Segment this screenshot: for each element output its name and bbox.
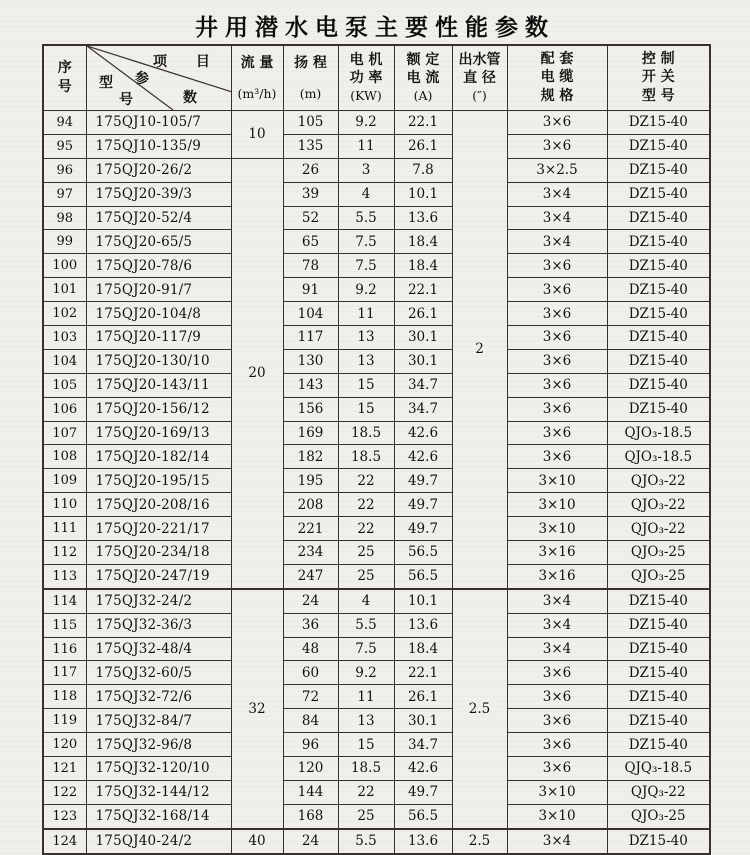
cell-cable-spec: 3×4 [507, 182, 607, 206]
cell-rated-current: 30.1 [394, 349, 452, 373]
cell-motor-power: 9.2 [338, 111, 394, 135]
cell-control-switch: DZ15-40 [607, 230, 710, 254]
cell-serial-number: 119 [43, 709, 86, 733]
cell-model: 175QJ20-208/16 [86, 493, 231, 517]
cell-control-switch: QJQ₃-18.5 [607, 757, 710, 781]
diagonal-label-model-b: 号 [118, 92, 133, 108]
cell-serial-number: 114 [43, 589, 86, 613]
table-row [43, 206, 710, 230]
cell-motor-power: 15 [338, 397, 394, 421]
cell-control-switch: DZ15-40 [607, 182, 710, 206]
header-control-switch [607, 45, 710, 111]
cell-cable-spec: 3×6 [507, 421, 607, 445]
table-row [43, 493, 710, 517]
cell-rated-current: 34.7 [394, 733, 452, 757]
cell-head: 117 [283, 326, 338, 350]
table-row [43, 182, 710, 206]
cell-serial-number: 101 [43, 278, 86, 302]
table-row [43, 158, 710, 182]
cell-cable-spec: 3×6 [507, 373, 607, 397]
cell-rated-current: 56.5 [394, 541, 452, 565]
header-cable-spec-line2: 电 缆 [540, 69, 574, 86]
cell-motor-power: 15 [338, 373, 394, 397]
cell-serial-number: 103 [43, 326, 86, 350]
cell-control-switch: DZ15-40 [607, 373, 710, 397]
cell-serial-number: 102 [43, 302, 86, 326]
cell-serial-number: 105 [43, 373, 86, 397]
header-outlet-diameter-line2: 直 径 [463, 70, 496, 87]
cell-model: 175QJ20-26/2 [86, 158, 231, 182]
cell-rated-current: 18.4 [394, 230, 452, 254]
cell-cable-spec: 3×6 [507, 349, 607, 373]
header-diagonal-model-parameter [86, 45, 231, 111]
cell-head: 26 [283, 158, 338, 182]
table-row [43, 445, 710, 469]
cell-model: 175QJ20-39/3 [86, 182, 231, 206]
cell-control-switch: DZ15-40 [607, 254, 710, 278]
diagonal-label-model-a: 型 [98, 75, 113, 91]
cell-rated-current: 34.7 [394, 397, 452, 421]
page-title: 井用潜水电泵主要性能参数 [195, 15, 555, 41]
cell-motor-power: 22 [338, 493, 394, 517]
cell-flow-rate: 20 [231, 158, 283, 589]
table-row [43, 589, 710, 613]
cell-model: 175QJ20-195/15 [86, 469, 231, 493]
cell-rated-current: 26.1 [394, 685, 452, 709]
cell-control-switch: DZ15-40 [607, 637, 710, 661]
table-header-row [43, 45, 710, 111]
table-row [43, 397, 710, 421]
cell-cable-spec: 3×6 [507, 661, 607, 685]
cell-cable-spec: 3×6 [507, 757, 607, 781]
cell-control-switch: DZ15-40 [607, 326, 710, 350]
cell-rated-current: 56.5 [394, 564, 452, 588]
cell-control-switch: DZ15-40 [607, 733, 710, 757]
cell-head: 36 [283, 613, 338, 637]
cell-motor-power: 22 [338, 780, 394, 804]
cell-head: 105 [283, 111, 338, 135]
cell-cable-spec: 3×6 [507, 397, 607, 421]
diagonal-label-parameter-a: 参 [134, 71, 149, 87]
header-head-label: 扬 程 [294, 55, 327, 71]
diagonal-label-parameter-b: 数 [182, 90, 197, 106]
cell-motor-power: 25 [338, 804, 394, 828]
cell-control-switch: DZ15-40 [607, 111, 710, 135]
cell-control-switch: DZ15-40 [607, 589, 710, 613]
cell-rated-current: 13.6 [394, 613, 452, 637]
cell-model: 175QJ20-104/8 [86, 302, 231, 326]
cell-control-switch: DZ15-40 [607, 278, 710, 302]
cell-cable-spec: 3×16 [507, 564, 607, 588]
cell-control-switch: DZ15-40 [607, 829, 710, 854]
cell-serial-number: 110 [43, 493, 86, 517]
cell-head: 72 [283, 685, 338, 709]
table-row [43, 349, 710, 373]
cell-rated-current: 42.6 [394, 445, 452, 469]
cell-motor-power: 9.2 [338, 661, 394, 685]
table-row [43, 421, 710, 445]
cell-head: 156 [283, 397, 338, 421]
cell-model: 175QJ20-65/5 [86, 230, 231, 254]
table-row [43, 804, 710, 828]
cell-model: 175QJ32-48/4 [86, 637, 231, 661]
cell-cable-spec: 3×4 [507, 589, 607, 613]
table-row [43, 757, 710, 781]
cell-rated-current: 30.1 [394, 709, 452, 733]
header-motor-power [338, 45, 394, 111]
cell-control-switch: QJO₃-18.5 [607, 445, 710, 469]
cell-model: 175QJ32-168/14 [86, 804, 231, 828]
cell-outlet-diameter: 2.5 [452, 589, 507, 829]
cell-serial-number: 108 [43, 445, 86, 469]
cell-model: 175QJ32-120/10 [86, 757, 231, 781]
header-rated-current [394, 45, 452, 111]
cell-flow-rate: 32 [231, 589, 283, 829]
cell-motor-power: 11 [338, 685, 394, 709]
cell-cable-spec: 3×10 [507, 804, 607, 828]
cell-cable-spec: 3×4 [507, 829, 607, 854]
cell-cable-spec: 3×6 [507, 302, 607, 326]
cell-control-switch: QJO₃-18.5 [607, 421, 710, 445]
cell-head: 234 [283, 541, 338, 565]
cell-head: 144 [283, 780, 338, 804]
cell-head: 135 [283, 134, 338, 158]
cell-rated-current: 49.7 [394, 493, 452, 517]
cell-serial-number: 104 [43, 349, 86, 373]
cell-motor-power: 7.5 [338, 637, 394, 661]
cell-serial-number: 96 [43, 158, 86, 182]
cell-cable-spec: 3×6 [507, 445, 607, 469]
table-row [43, 111, 710, 135]
cell-motor-power: 22 [338, 517, 394, 541]
cell-rated-current: 10.1 [394, 182, 452, 206]
cell-model: 175QJ20-130/10 [86, 349, 231, 373]
cell-serial-number: 111 [43, 517, 86, 541]
cell-control-switch: QJO₃-25 [607, 804, 710, 828]
cell-motor-power: 13 [338, 709, 394, 733]
cell-cable-spec: 3×6 [507, 709, 607, 733]
cell-motor-power: 18.5 [338, 421, 394, 445]
cell-control-switch: DZ15-40 [607, 158, 710, 182]
cell-motor-power: 5.5 [338, 613, 394, 637]
header-cable-spec-line1: 配 套 [540, 51, 574, 68]
header-head [283, 45, 338, 111]
cell-motor-power: 18.5 [338, 445, 394, 469]
cell-model: 175QJ32-24/2 [86, 589, 231, 613]
header-flow [231, 45, 283, 111]
cell-head: 78 [283, 254, 338, 278]
cell-cable-spec: 3×6 [507, 326, 607, 350]
table-row [43, 541, 710, 565]
cell-model: 175QJ40-24/2 [86, 829, 231, 854]
header-serial-number [43, 45, 86, 111]
cell-head: 96 [283, 733, 338, 757]
cell-control-switch: DZ15-40 [607, 685, 710, 709]
cell-motor-power: 15 [338, 733, 394, 757]
table-row [43, 733, 710, 757]
cell-cable-spec: 3×16 [507, 541, 607, 565]
header-control-switch-line2: 开 关 [641, 69, 675, 86]
cell-control-switch: DZ15-40 [607, 302, 710, 326]
cell-cable-spec: 3×10 [507, 493, 607, 517]
cell-cable-spec: 3×10 [507, 469, 607, 493]
cell-serial-number: 117 [43, 661, 86, 685]
cell-rated-current: 10.1 [394, 589, 452, 613]
header-flow-label: 流 量 [240, 55, 274, 71]
cell-model: 175QJ10-135/9 [86, 134, 231, 158]
cell-cable-spec: 3×10 [507, 780, 607, 804]
cell-serial-number: 124 [43, 829, 86, 854]
cell-serial-number: 99 [43, 230, 86, 254]
cell-control-switch: DZ15-40 [607, 349, 710, 373]
cell-model: 175QJ32-84/7 [86, 709, 231, 733]
cell-head: 48 [283, 637, 338, 661]
cell-rated-current: 18.4 [394, 637, 452, 661]
cell-rated-current: 22.1 [394, 278, 452, 302]
cell-head: 169 [283, 421, 338, 445]
cell-motor-power: 5.5 [338, 206, 394, 230]
cell-head: 60 [283, 661, 338, 685]
cell-serial-number: 98 [43, 206, 86, 230]
cell-rated-current: 26.1 [394, 302, 452, 326]
cell-head: 91 [283, 278, 338, 302]
cell-control-switch: DZ15-40 [607, 134, 710, 158]
cell-motor-power: 25 [338, 541, 394, 565]
cell-model: 175QJ20-169/13 [86, 421, 231, 445]
header-rated-current-line2: 电 流 [406, 70, 440, 87]
cell-model: 175QJ20-52/4 [86, 206, 231, 230]
cell-rated-current: 7.8 [394, 158, 452, 182]
cell-model: 175QJ20-78/6 [86, 254, 231, 278]
cell-rated-current: 34.7 [394, 373, 452, 397]
table-row [43, 230, 710, 254]
cell-rated-current: 49.7 [394, 469, 452, 493]
cell-head: 24 [283, 589, 338, 613]
header-outlet-diameter-unit: (″) [472, 88, 487, 104]
cell-control-switch: DZ15-40 [607, 709, 710, 733]
cell-serial-number: 115 [43, 613, 86, 637]
cell-head: 247 [283, 564, 338, 588]
cell-model: 175QJ20-143/11 [86, 373, 231, 397]
cell-control-switch: DZ15-40 [607, 206, 710, 230]
cell-rated-current: 42.6 [394, 757, 452, 781]
cell-control-switch: QJO₃-22 [607, 493, 710, 517]
cell-motor-power: 18.5 [338, 757, 394, 781]
cell-rated-current: 49.7 [394, 780, 452, 804]
cell-rated-current: 30.1 [394, 326, 452, 350]
table-body [43, 111, 710, 854]
cell-model: 175QJ20-91/7 [86, 278, 231, 302]
table-row [43, 685, 710, 709]
cell-serial-number: 118 [43, 685, 86, 709]
header-serial-line1: 序 [57, 60, 72, 77]
cell-motor-power: 25 [338, 564, 394, 588]
cell-control-switch: DZ15-40 [607, 397, 710, 421]
cell-control-switch: QJQ₃-22 [607, 780, 710, 804]
cell-head: 143 [283, 373, 338, 397]
cell-motor-power: 11 [338, 134, 394, 158]
cell-head: 221 [283, 517, 338, 541]
cell-serial-number: 106 [43, 397, 86, 421]
cell-head: 120 [283, 757, 338, 781]
header-motor-power-line1: 电 机 [349, 52, 383, 69]
cell-head: 130 [283, 349, 338, 373]
cell-serial-number: 100 [43, 254, 86, 278]
table-row [43, 326, 710, 350]
table-row [43, 254, 710, 278]
cell-motor-power: 11 [338, 302, 394, 326]
cell-control-switch: QJO₃-25 [607, 564, 710, 588]
header-serial-line2: 号 [57, 78, 72, 95]
header-control-switch-line1: 控 制 [641, 51, 675, 68]
cell-motor-power: 4 [338, 589, 394, 613]
cell-head: 39 [283, 182, 338, 206]
cell-head: 104 [283, 302, 338, 326]
cell-model: 175QJ32-60/5 [86, 661, 231, 685]
cell-rated-current: 18.4 [394, 254, 452, 278]
cell-model: 175QJ20-156/12 [86, 397, 231, 421]
cell-rated-current: 22.1 [394, 661, 452, 685]
cell-flow-rate: 10 [231, 111, 283, 159]
cell-model: 175QJ32-96/8 [86, 733, 231, 757]
cell-head: 84 [283, 709, 338, 733]
cell-model: 175QJ32-144/12 [86, 780, 231, 804]
cell-head: 208 [283, 493, 338, 517]
cell-motor-power: 7.5 [338, 254, 394, 278]
cell-head: 182 [283, 445, 338, 469]
cell-cable-spec: 3×6 [507, 134, 607, 158]
cell-control-switch: QJO₃-22 [607, 517, 710, 541]
table-row [43, 829, 710, 854]
cell-cable-spec: 3×6 [507, 254, 607, 278]
cell-motor-power: 3 [338, 158, 394, 182]
cell-cable-spec: 3×6 [507, 278, 607, 302]
table-row [43, 564, 710, 588]
header-cable-spec [507, 45, 607, 111]
diagonal-header-graphic [87, 46, 232, 110]
cell-rated-current: 42.6 [394, 421, 452, 445]
cell-cable-spec: 3×6 [507, 685, 607, 709]
cell-motor-power: 7.5 [338, 230, 394, 254]
table-row [43, 278, 710, 302]
cell-motor-power: 9.2 [338, 278, 394, 302]
header-control-switch-line3: 型 号 [641, 87, 675, 104]
table-row [43, 613, 710, 637]
cell-outlet-diameter: 2 [452, 111, 507, 589]
header-cable-spec-line3: 规 格 [540, 87, 574, 104]
table-row [43, 517, 710, 541]
cell-serial-number: 116 [43, 637, 86, 661]
cell-model: 175QJ20-234/18 [86, 541, 231, 565]
table-row [43, 709, 710, 733]
cell-cable-spec: 3×6 [507, 111, 607, 135]
header-motor-power-unit: (KW) [350, 88, 382, 104]
cell-head: 52 [283, 206, 338, 230]
cell-serial-number: 120 [43, 733, 86, 757]
cell-serial-number: 113 [43, 564, 86, 588]
cell-head: 195 [283, 469, 338, 493]
cell-control-switch: DZ15-40 [607, 661, 710, 685]
table-row [43, 134, 710, 158]
cell-cable-spec: 3×4 [507, 206, 607, 230]
cell-cable-spec: 3×6 [507, 733, 607, 757]
header-rated-current-unit: (A) [413, 88, 433, 104]
cell-model: 175QJ20-247/19 [86, 564, 231, 588]
cell-model: 175QJ20-221/17 [86, 517, 231, 541]
cell-serial-number: 97 [43, 182, 86, 206]
cell-serial-number: 122 [43, 780, 86, 804]
cell-rated-current: 56.5 [394, 804, 452, 828]
cell-control-switch: DZ15-40 [607, 613, 710, 637]
cell-model: 175QJ10-105/7 [86, 111, 231, 135]
cell-rated-current: 26.1 [394, 134, 452, 158]
cell-head: 24 [283, 829, 338, 854]
cell-serial-number: 121 [43, 757, 86, 781]
cell-motor-power: 13 [338, 326, 394, 350]
cell-serial-number: 123 [43, 804, 86, 828]
table-row [43, 661, 710, 685]
cell-motor-power: 5.5 [338, 829, 394, 854]
cell-flow-rate: 40 [231, 829, 283, 854]
cell-model: 175QJ32-72/6 [86, 685, 231, 709]
header-rated-current-line1: 额 定 [406, 52, 440, 69]
cell-model: 175QJ32-36/3 [86, 613, 231, 637]
header-outlet-diameter [452, 45, 507, 111]
cell-serial-number: 94 [43, 111, 86, 135]
cell-cable-spec: 3×4 [507, 637, 607, 661]
header-head-unit: (m) [299, 85, 322, 101]
header-flow-unit: (m³/h) [237, 85, 277, 101]
cell-rated-current: 13.6 [394, 829, 452, 854]
pump-parameters-table [42, 44, 711, 855]
table-row [43, 637, 710, 661]
header-outlet-diameter-line1: 出水管 [458, 52, 501, 69]
cell-cable-spec: 3×2.5 [507, 158, 607, 182]
cell-serial-number: 95 [43, 134, 86, 158]
cell-model: 175QJ20-117/9 [86, 326, 231, 350]
cell-head: 65 [283, 230, 338, 254]
cell-control-switch: QJO₃-22 [607, 469, 710, 493]
table-row [43, 302, 710, 326]
cell-rated-current: 22.1 [394, 111, 452, 135]
cell-rated-current: 49.7 [394, 517, 452, 541]
cell-motor-power: 4 [338, 182, 394, 206]
diagonal-label-items: 项 目 [152, 54, 222, 70]
cell-cable-spec: 3×4 [507, 230, 607, 254]
cell-model: 175QJ20-182/14 [86, 445, 231, 469]
table-row [43, 780, 710, 804]
cell-outlet-diameter: 2.5 [452, 829, 507, 854]
cell-head: 168 [283, 804, 338, 828]
table-row [43, 469, 710, 493]
cell-rated-current: 13.6 [394, 206, 452, 230]
header-motor-power-line2: 功 率 [349, 70, 383, 87]
table-row [43, 373, 710, 397]
cell-serial-number: 107 [43, 421, 86, 445]
cell-motor-power: 22 [338, 469, 394, 493]
cell-cable-spec: 3×10 [507, 517, 607, 541]
cell-control-switch: QJO₃-25 [607, 541, 710, 565]
cell-serial-number: 109 [43, 469, 86, 493]
cell-cable-spec: 3×4 [507, 613, 607, 637]
cell-motor-power: 13 [338, 349, 394, 373]
cell-serial-number: 112 [43, 541, 86, 565]
